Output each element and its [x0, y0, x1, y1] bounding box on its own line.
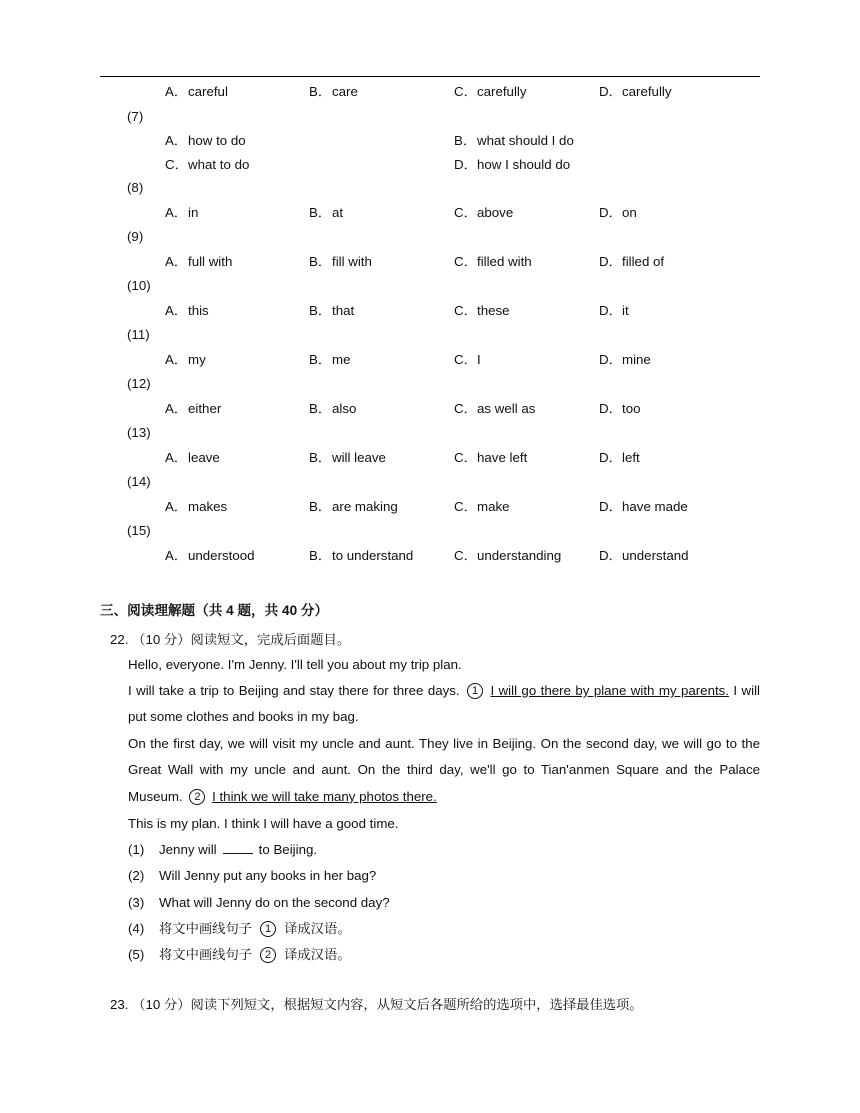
option-b: B．what should I do: [454, 133, 574, 148]
header-rule: [100, 76, 760, 77]
option-d: D．carefully: [599, 84, 672, 99]
question-number: (9): [127, 229, 144, 244]
option-b: B．me: [309, 351, 351, 367]
q22-paragraph-4: This is my plan. I think I will have a good time.: [128, 816, 399, 831]
sub-question-1: (1) Jenny will to Beijing.: [128, 842, 318, 857]
option-c: C．filled with: [454, 253, 532, 269]
option-a: A．careful: [165, 84, 228, 99]
option-b: B．are making: [309, 498, 398, 514]
sub-question-2: (2) Will Jenny put any books in her bag?: [128, 868, 377, 883]
circled-number-2: 2: [189, 789, 205, 805]
sub-question-4: (4) 将文中画线句子 1 译成汉语。: [128, 921, 351, 936]
section-title: 三、阅读理解题（共 4 题，共 40 分）: [100, 603, 329, 618]
option-d: D．understand: [599, 547, 689, 563]
option-b: B．fill with: [309, 253, 372, 269]
option-a: A．either: [165, 400, 222, 416]
answer-blank: [223, 841, 253, 854]
option-b: B．also: [309, 400, 357, 416]
circled-number-2: 2: [260, 947, 276, 963]
sub-question-5: (5) 将文中画线句子 2 译成汉语。: [128, 947, 351, 962]
question-number: (13): [127, 425, 151, 440]
option-a: A．makes: [165, 498, 228, 514]
q22-paragraph-1: Hello, everyone. I'm Jenny. I'll tell you about my trip plan.: [128, 657, 462, 672]
option-d: D．too: [599, 400, 641, 416]
option-d: D．on: [599, 204, 637, 220]
option-a: A．how to do: [165, 133, 246, 148]
option-c: C．as well as: [454, 400, 536, 416]
option-b: B．at: [309, 204, 344, 220]
option-b: B．care: [309, 84, 358, 99]
option-d: D．filled of: [599, 253, 665, 269]
q22-paragraph-2: I will take a trip to Beijing and stay there for three days. 1 I will go there by plane with my parents. I will put some clothes and books in my bag.: [128, 683, 760, 725]
option-c: C．these: [454, 302, 510, 318]
option-c: C．I: [454, 351, 481, 367]
option-a: A．understood: [165, 547, 255, 563]
sub-question-3: (3) What will Jenny do on the second day?: [128, 895, 390, 910]
option-a: A．this: [165, 302, 209, 318]
circled-number-1: 1: [467, 683, 483, 699]
circled-number-1: 1: [260, 921, 276, 937]
option-d: D．left: [599, 449, 640, 465]
option-c: C．make: [454, 498, 510, 514]
question-number: (8): [127, 180, 144, 195]
q22-header: 22. （10 分）阅读短文，完成后面题目。: [110, 632, 351, 647]
option-c: C．carefully: [454, 84, 527, 99]
option-b: B．to understand: [309, 547, 414, 563]
option-b: B．will leave: [309, 449, 386, 465]
question-number: (15): [127, 523, 151, 538]
option-a: A．leave: [165, 449, 220, 465]
question-number: (11): [127, 327, 150, 342]
option-a: A．in: [165, 204, 199, 220]
q23-header: 23. （10 分）阅读下列短文，根据短文内容，从短文后各题所给的选项中，选择最佳选项。: [110, 997, 643, 1012]
option-a: A．full with: [165, 253, 233, 269]
option-d: D．it: [599, 302, 629, 318]
option-c: C．have left: [454, 449, 528, 465]
option-b: B．that: [309, 302, 355, 318]
q22-paragraph-3: On the first day, we will visit my uncle and aunt. They live in Beijing. On the second day, we will go to the Great Wall with my uncle and aunt. On the third day, we'll go to Tian'anmen Square and the Palace Museum. 2 I think we will take many photos there.: [128, 736, 760, 804]
option-d: D．mine: [599, 351, 651, 367]
option-d: D．have made: [599, 498, 688, 514]
question-number: (10): [127, 278, 151, 293]
option-a: A．my: [165, 351, 206, 367]
option-d: D．how I should do: [454, 156, 571, 172]
option-c: C．understanding: [454, 547, 562, 563]
underlined-sentence-1: I will go there by plane with my parents.: [490, 683, 730, 698]
option-c: C．above: [454, 204, 514, 220]
option-c: C．what to do: [165, 156, 250, 172]
underlined-sentence-2: I think we will take many photos there.: [212, 788, 437, 804]
question-number: (7): [127, 108, 144, 124]
question-number: (12): [127, 376, 151, 391]
question-number: (14): [127, 474, 151, 489]
